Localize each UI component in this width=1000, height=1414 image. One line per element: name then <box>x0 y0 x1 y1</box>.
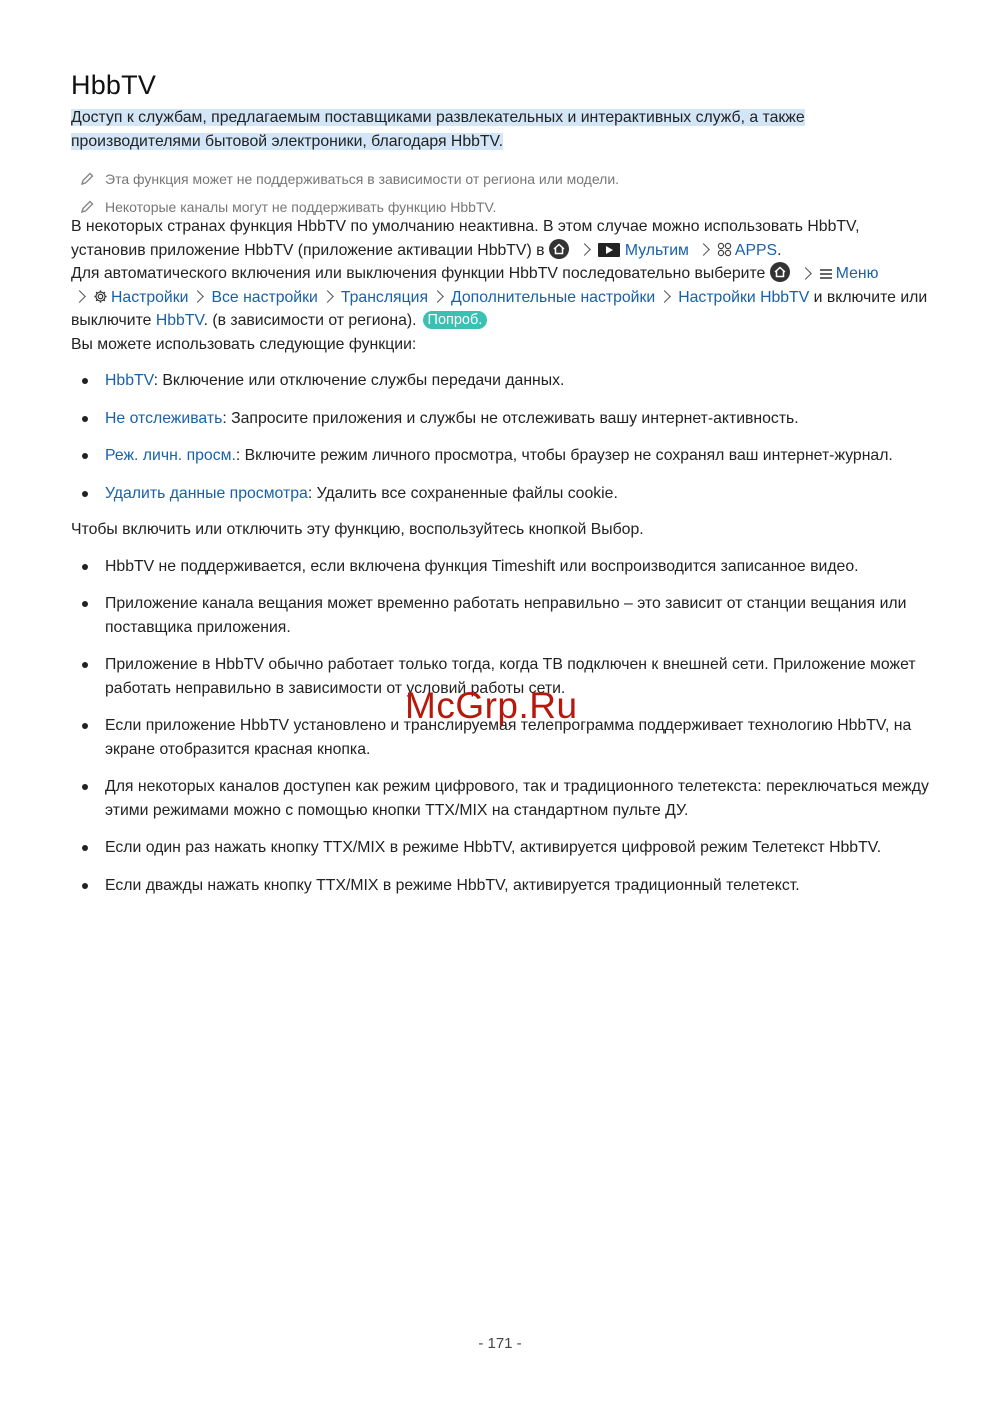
hbbtv-option: HbbTV <box>155 312 204 329</box>
home-icon <box>770 262 790 282</box>
list-item: Приложение в HbbTV обычно работает только тогда, когда ТВ подключен к внешней сети. Приложение может работать неправильно в зависимости от условий работы сети. <box>71 653 929 700</box>
chevron-right-icon <box>658 290 671 303</box>
feature-term: HbbTV <box>105 372 154 389</box>
list-item: Если один раз нажать кнопку TTX/MIX в режиме HbbTV, активируется цифровой режим Телетекст HbbTV. <box>71 836 929 860</box>
list-item: Приложение канала вещания может временно работать неправильно – это зависит от станции вещания или поставщика приложения. <box>71 592 929 639</box>
pencil-icon <box>79 199 95 215</box>
menu-path-broadcasting: Трансляция <box>340 288 429 306</box>
menu-path-multimedia: Мультим <box>624 241 689 259</box>
pencil-icon <box>79 171 95 187</box>
menu-path-apps: APPS <box>734 241 778 259</box>
feature-term: Не отслеживать <box>105 409 223 427</box>
menu-path-all-settings: Все настройки <box>211 288 318 306</box>
paragraph-functions-intro: Вы можете использовать следующие функции: <box>71 335 417 353</box>
menu-path-hbbtv-settings: Настройки HbbTV <box>678 288 810 306</box>
page-title: HbbTV <box>71 70 157 100</box>
paragraph-activation: В некоторых странах функция HbbTV по умолчанию неактивна. В этом случае можно использовать HbbTV, установив приложение HbbTV (приложение активации HbbTV) в Мультим APPS. <box>71 218 860 259</box>
note-2 <box>71 199 929 215</box>
multimedia-icon <box>598 243 620 257</box>
apps-icon <box>717 242 732 257</box>
list-item: Реж. личн. просм.: Включите режим личного просмотра, чтобы браузер не сохранял ваш интернет-журнал. <box>71 444 929 468</box>
chevron-right-icon <box>799 267 812 280</box>
home-icon <box>549 239 569 259</box>
chevron-right-icon <box>431 290 444 303</box>
list-item: Если приложение HbbTV установлено и транслируемая телепрограмма поддерживает технологию HbbTV, на экране отобразится красная кнопка. <box>71 714 929 761</box>
chevron-right-icon <box>73 290 86 303</box>
page-content <box>71 70 929 911</box>
page-number: - 171 - <box>478 1335 522 1352</box>
list-item: Не отслеживать: Запросите приложения и службы не отслеживать вашу интернет-активность. <box>71 407 929 431</box>
intro-highlight: Доступ к службам, предлагаемым поставщиками развлекательных и интерактивных служб, а также производителями бытовой электроники, благодаря HbbTV. <box>71 109 805 150</box>
paragraph-select-button: Чтобы включить или отключить эту функцию, воспользуйтесь кнопкой Выбор. <box>71 521 644 538</box>
chevron-right-icon <box>697 243 710 256</box>
paragraph-settings-path: Для автоматического включения или выключения функции HbbTV последовательно выберите Меню Настройки Все настройки Трансляция Дополнительные настройки Настройки HbbTV и включите или выключите HbbTV. (в зависимости от региона). Попроб. <box>71 262 929 333</box>
feature-term: Удалить данные просмотра <box>105 484 308 502</box>
gear-icon <box>93 289 108 304</box>
list-item: Если дважды нажать кнопку TTX/MIX в режиме HbbTV, активируется традиционный телетекст. <box>71 874 929 898</box>
try-now-button[interactable]: Попроб. <box>423 311 488 329</box>
note-1 <box>71 171 929 187</box>
feature-list <box>71 369 929 505</box>
feature-term: Реж. личн. просм. <box>105 447 236 464</box>
chevron-right-icon <box>578 243 591 256</box>
intro-text <box>71 106 929 153</box>
menu-path-expert-settings: Дополнительные настройки <box>451 288 656 306</box>
note-text: Некоторые каналы могут не поддерживать функцию HbbTV. <box>105 199 497 215</box>
chevron-right-icon <box>321 290 334 303</box>
menu-path-menu: Меню <box>835 265 879 282</box>
list-item: HbbTV: Включение или отключение службы передачи данных. <box>71 369 929 393</box>
list-item: HbbTV не поддерживается, если включена функция Timeshift или воспроизводится записанное видео. <box>71 555 929 579</box>
watermark: McGrp.Ru <box>405 685 578 726</box>
note-text: Эта функция может не поддерживаться в зависимости от региона или модели. <box>105 171 620 187</box>
menu-icon <box>819 268 833 280</box>
list-item: Удалить данные просмотра: Удалить все сохраненные файлы cookie. <box>71 482 929 506</box>
menu-path-settings: Настройки <box>111 288 189 306</box>
list-item: Для некоторых каналов доступен как режим цифрового, так и традиционного телетекста: переключаться между этими режимами можно с помощью кнопки TTX/MIX на стандартном пульте ДУ. <box>71 775 929 822</box>
chevron-right-icon <box>192 290 205 303</box>
